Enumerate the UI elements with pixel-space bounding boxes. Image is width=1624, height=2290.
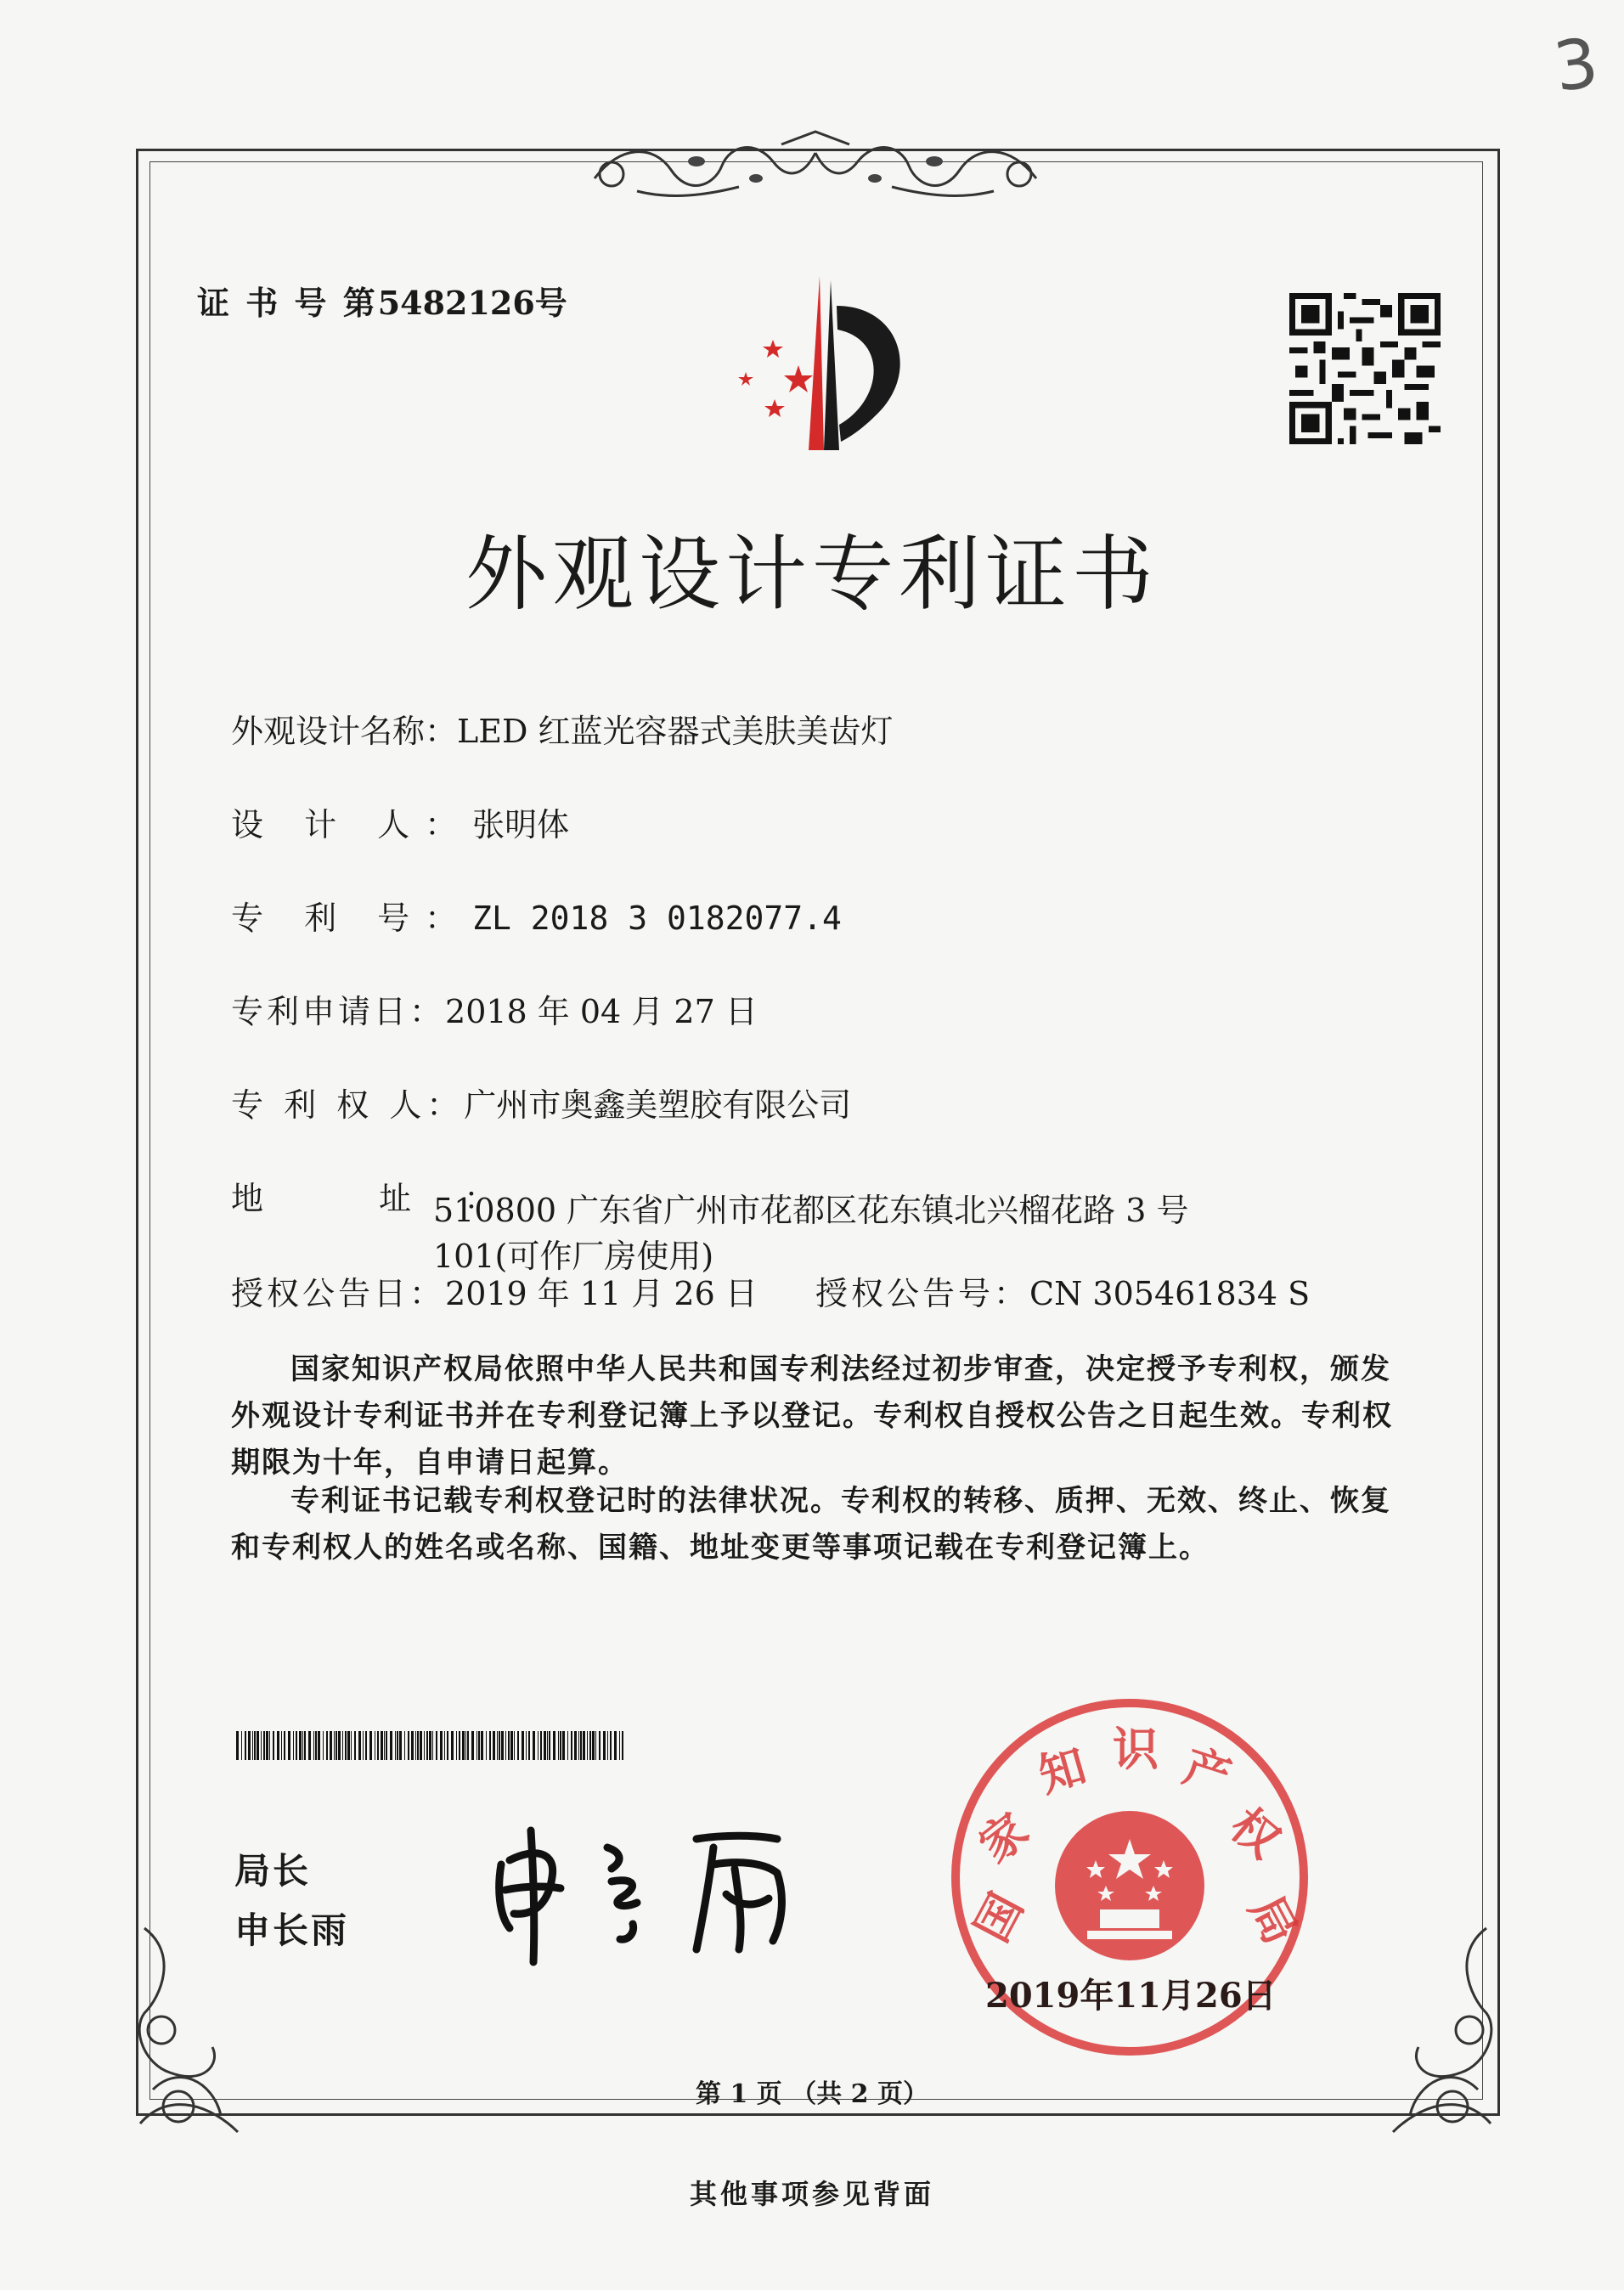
grant-number-label: 授权公告号： [815,1275,1030,1312]
patent-number-value: ZL 2018 3 0182077.4 [472,900,842,937]
legal-paragraph-grant: 国家知识产权局依照中华人民共和国专利法经过初步审查，决定授予专利权，颁发外观设计专利证书并在专利登记簿上予以登记。专利权自授权公告之日起生效。专利权期限为十年，自申请日起算。 [231,1352,1393,1480]
grant-date-field [231,1267,758,1314]
designer-field [231,798,569,845]
patent-office-emblem-icon [696,272,943,459]
address-label: 地 址： [231,1180,550,1217]
svg-text:权: 权 [1220,1796,1291,1869]
svg-text:国: 国 [963,1884,1034,1951]
address-value: 510800 广东省广州市花都区花东镇北兴榴花路 3 号 101(可作厂房使用) [433,1192,1189,1275]
design-name-field [231,705,894,752]
director-signature [484,1813,841,1966]
filing-date-field [231,985,758,1032]
patent-number-label: 专 利 号： [231,900,473,937]
design-name-label: 外观设计名称： [231,713,458,750]
grant-date-label: 授权公告日： [231,1275,446,1312]
svg-text:知: 知 [1032,1738,1092,1803]
patentee-field [231,1079,851,1125]
director-name: 申长雨 [234,1909,350,1951]
top-ornament-icon [586,127,1045,208]
design-name-value: LED 红蓝光容器式美肤美齿灯 [457,713,894,750]
seal-date: 2019年11月26日 [985,1976,1277,2016]
qr-code-icon [1289,293,1441,444]
certificate-number-suffix: 号 [534,284,570,322]
patent-number-field [231,892,842,939]
designer-label: 设 计 人： [231,806,473,843]
patentee-value: 广州市奥鑫美塑胶有限公司 [464,1086,852,1124]
certificate-title: 外观设计专利证书 [465,527,1159,622]
director-title: 局长 [234,1850,312,1892]
filing-date-value: 2018 年 04 月 27 日 [445,993,758,1030]
certificate-number-label: 证 书 号 第 [197,284,378,322]
legal-paragraph-register: 专利证书记载专利权登记时的法律状况。专利权的转移、质押、无效、终止、恢复和专利权人的姓名或名称、国籍、地址变更等事项记载在专利登记簿上。 [231,1484,1391,1565]
grant-number-field [815,1267,1310,1314]
footer-note: 其他事项参见背面 [689,2178,934,2210]
certificate-number-value: 5482126 [377,284,535,322]
grant-number-value: CN 305461834 S [1029,1275,1311,1312]
page-number: 第 1 页 （共 2 页） [696,2079,928,2109]
svg-text:识: 识 [1113,1722,1159,1776]
filing-date-label: 专利申请日： [231,993,446,1030]
svg-text:局: 局 [1238,1887,1309,1953]
barcode-icon [236,1731,627,1760]
designer-value: 张明体 [472,806,570,843]
svg-text:产: 产 [1176,1738,1238,1805]
handwritten-page-mark: 3 [1548,22,1604,108]
patentee-label: 专 利 权 人： [231,1086,465,1124]
svg-text:家: 家 [968,1802,1039,1874]
certificate-number [197,277,570,324]
grant-date-value: 2019 年 11 月 26 日 [445,1275,758,1312]
